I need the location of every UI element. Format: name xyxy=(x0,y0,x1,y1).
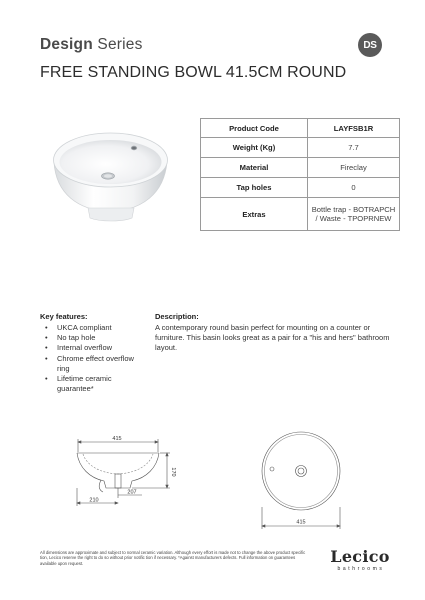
features-title: Key features: xyxy=(40,312,88,321)
spec-row xyxy=(201,158,400,178)
spec-value: LAYFSB1R xyxy=(308,119,400,138)
series-rest: Series xyxy=(97,36,143,53)
series-bold: Design xyxy=(40,36,93,53)
spec-value: Bottle trap - BOTRAPCH / Waste - TPOPRNEW xyxy=(308,198,400,231)
spec-row xyxy=(201,178,400,198)
description-text: A contemporary round basin perfect for mounting on a counter or furniture. This basin looks great as a pair for a "his and hers" bathroom layout. xyxy=(155,323,390,352)
side-view-drawing xyxy=(72,432,176,512)
feature-item: • Lifetime ceramic guarantee* xyxy=(40,374,135,394)
spec-value: 7.7 xyxy=(308,138,400,158)
features-list xyxy=(40,323,135,394)
spec-row xyxy=(201,119,400,138)
basin-image xyxy=(48,124,173,224)
logo-sub: bathrooms xyxy=(337,566,385,572)
feature-item: • Chrome effect overflow ring xyxy=(40,354,135,374)
dim-base-outer: 210 xyxy=(89,497,99,504)
series-heading xyxy=(40,36,143,54)
lecico-logo xyxy=(330,548,390,573)
feature-item: • No tap hole xyxy=(40,333,135,343)
product-title: FREE STANDING BOWL 41.5CM ROUND xyxy=(40,64,347,81)
dim-side-width: 415 xyxy=(112,436,122,442)
spec-table xyxy=(200,118,400,231)
spec-row xyxy=(201,138,400,158)
description-title: Description: xyxy=(155,312,199,321)
feature-item: • UKCA compliant xyxy=(40,323,135,333)
spec-row xyxy=(201,198,400,231)
spec-label: Weight (Kg) xyxy=(201,138,308,158)
spec-label: Product Code xyxy=(201,119,308,138)
dim-base-inner: 207 xyxy=(127,489,137,496)
logo-name: Lecico xyxy=(330,547,390,566)
spec-label: Tap holes xyxy=(201,178,308,198)
spec-value: Fireclay xyxy=(308,158,400,178)
dim-top-width: 415 xyxy=(296,519,306,526)
ds-badge: DS xyxy=(358,33,382,57)
spec-label: Extras xyxy=(201,198,308,231)
feature-item: • Internal overflow xyxy=(40,343,135,353)
dim-side-height: 170 xyxy=(170,467,176,477)
top-view-drawing xyxy=(255,425,355,533)
footer-disclaimer: All dimensions are approximate and subject to normal ceramic variation. Although every effort is made not to change the above product specific tion, Lecico reserve the right to do so without prior notific tion if necessary. *Against manufacturers defects. Full information on guarantees available upon request. xyxy=(40,550,306,566)
spec-value: 0 xyxy=(308,178,400,198)
spec-label: Material xyxy=(201,158,308,178)
